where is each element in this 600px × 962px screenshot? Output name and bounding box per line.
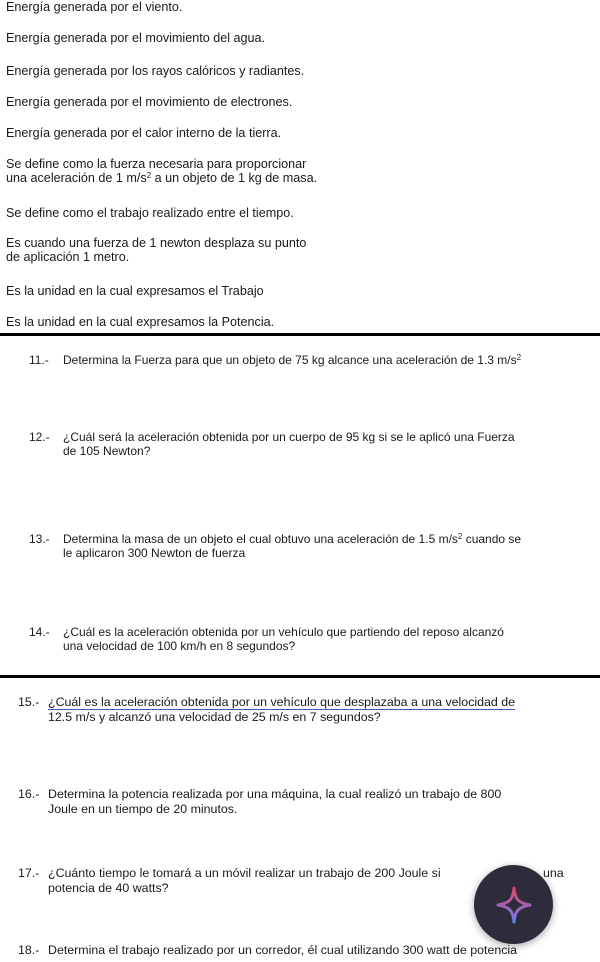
definition-4: Energía generada por el movimiento de electrones. xyxy=(6,95,293,109)
question-number: 18.- xyxy=(18,943,40,957)
definition-5: Energía generada por el calor interno de la tierra. xyxy=(6,126,282,140)
question-text: Determina la masa de un objeto el cual obtuvo una aceleración de 1.5 $m/s^2$ cuando se le aplicaron 300 Newton de fuerza xyxy=(63,532,522,560)
question-number: 13.- xyxy=(29,532,50,546)
definition-2: Energía generada por el movimiento del agua. xyxy=(6,31,266,45)
question-text: ¿Cuánto tiempo le tomará a un móvil realizar un trabajo de 200 Joule si una potencia de 40 watts? xyxy=(48,866,564,895)
question-text: Determina la Fuerza para que un objeto de 75 kg alcance una aceleración de 1.3 $m/s^2$ xyxy=(63,353,522,367)
question-text: Determina la potencia realizada por una máquina, la cual realizó un trabajo de 800 Joule en un tiempo de 20 minutos. xyxy=(48,787,502,816)
question-number: 17.- xyxy=(18,866,40,880)
definition-6: Se define como la fuerza necesaria para proporcionar una aceleración de 1 $m/s^2$ a un objeto de 1 kg de masa. xyxy=(6,157,318,185)
question-text: ¿Cuál es la aceleración obtenida por un vehículo que desplazaba a una velocidad de 12.5 m/s y alcanzó una velocidad de 25 m/s en 7 segundos? xyxy=(48,695,516,724)
definition-10: Es la unidad en la cual expresamos la Potencia. xyxy=(6,315,275,329)
definition-7: Se define como el trabajo realizado entre el tiempo. xyxy=(6,206,294,220)
question-number: 12.- xyxy=(29,430,50,444)
assistant-fab-button[interactable] xyxy=(474,865,553,944)
definition-8: Es cuando una fuerza de 1 newton desplaza su punto de aplicación 1 metro. xyxy=(6,236,307,264)
question-number: 11.- xyxy=(29,353,49,367)
question-text: ¿Cuál es la aceleración obtenida por un vehículo que partiendo del reposo alcanzó una velocidad de 100 km/h en 8 segundos? xyxy=(63,625,504,653)
definition-3: Energía generada por los rayos calóricos y radiantes. xyxy=(6,64,305,78)
sparkle-icon xyxy=(494,885,534,925)
question-number: 14.- xyxy=(29,625,50,639)
definition-1: Energía generada por el viento. xyxy=(6,0,183,14)
section-divider-2 xyxy=(0,675,600,678)
question-number: 16.- xyxy=(18,787,40,801)
question-text: ¿Cuál será la aceleración obtenida por un cuerpo de 95 kg si se le aplicó una Fuerza de 105 Newton? xyxy=(63,430,515,458)
section-divider-1 xyxy=(0,333,600,336)
question-number: 15.- xyxy=(18,695,40,709)
definition-9: Es la unidad en la cual expresamos el Trabajo xyxy=(6,284,264,298)
question-text: Determina el trabajo realizado por un corredor, él cual utilizando 300 watt de potencia xyxy=(48,943,518,957)
